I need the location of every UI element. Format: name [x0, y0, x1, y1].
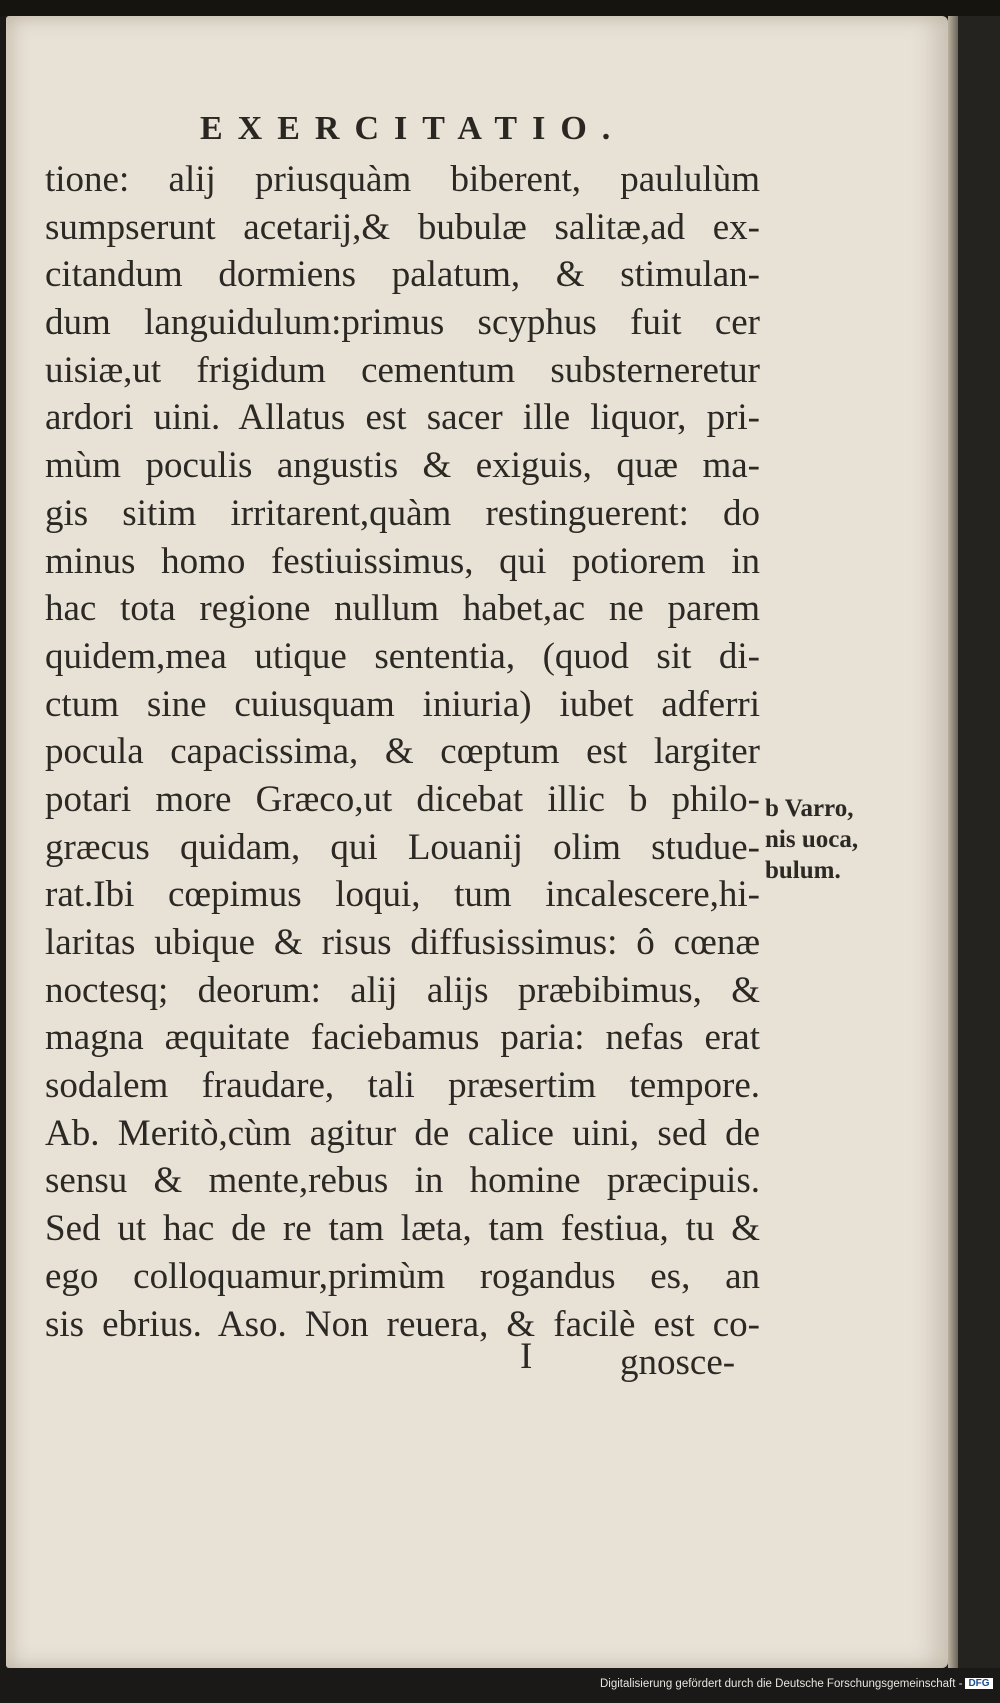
text-line: uisiæ,ut frigidum cementum substerneretur: [45, 349, 760, 391]
catchword-row: [520, 1335, 765, 1385]
scan-top-border: [0, 0, 1000, 16]
text-line: sodalem fraudare, tali præsertim tempore.: [45, 1065, 760, 1107]
text-line: quidem,mea utique sententia, (quod sit di-: [45, 635, 760, 677]
marginal-note-line: b Varro,: [765, 795, 854, 822]
page-fore-edge: [948, 16, 958, 1668]
running-head: EXERCITATIO.: [200, 110, 626, 147]
text-line: potari more Græco,ut dicebat illic b philo-: [45, 778, 760, 820]
text-line: sensu & mente,rebus in homine præcipuis.: [45, 1160, 760, 1202]
credit-text: Digitalisierung gefördert durch die Deutsche Forschungsgemeinschaft -: [600, 1678, 963, 1690]
text-line: Sed ut hac de re tam læta, tam festiua, tu &: [45, 1208, 760, 1250]
text-line: sis ebrius. Aso. Non reuera, & facilè est co-: [45, 1303, 760, 1345]
text-line: rat.Ibi cœpimus loqui, tum incalescere,hi-: [45, 874, 760, 916]
text-line: mùm poculis angustis & exiguis, quæ ma-: [45, 445, 760, 487]
signature-mark: I: [520, 1336, 533, 1377]
text-line: ctum sine cuiusquam iniuria) iubet adferri: [45, 683, 760, 725]
text-line: laritas ubique & risus diffusissimus: ô cœnæ: [45, 922, 760, 963]
marginal-note-line: bulum.: [765, 857, 841, 884]
scan-background-strip: [958, 16, 1000, 1668]
dfg-logo: DFG: [965, 1678, 992, 1689]
text-line: magna æquitate faciebamus paria: nefas erat: [45, 1017, 760, 1059]
marginal-note: [765, 793, 915, 886]
text-line: ardori uini. Allatus est sacer ille liquor, pri-: [45, 397, 760, 439]
body-text: [45, 156, 765, 1348]
text-line: tione: alij priusquàm biberent, paululùm: [45, 159, 760, 200]
text-line: minus homo festiuissimus, qui potiorem in: [45, 540, 760, 582]
text-line: ego colloquamur,primùm rogandus es, an: [45, 1255, 760, 1297]
text-line: Ab. Meritò,cùm agitur de calice uini, sed de: [45, 1112, 760, 1154]
text-line: gis sitim irritarent,quàm restinguerent: do: [45, 492, 760, 534]
text-line: pocula capacissima, & cœptum est largiter: [45, 731, 760, 773]
text-line: græcus quidam, qui Louanij olim studue-: [45, 826, 760, 868]
text-line: noctesq; deorum: alij alijs præbibimus, &: [45, 969, 760, 1011]
marginal-note-line: nis uoca,: [765, 826, 859, 853]
digitization-credit: [600, 1678, 992, 1690]
text-line: citandum dormiens palatum, & stimulan-: [45, 254, 760, 296]
text-line: sumpserunt acetarij,& bubulæ salitæ,ad ex-: [45, 206, 760, 248]
catchword: gnosce-: [620, 1342, 736, 1383]
text-line: dum languidulum:primus scyphus fuit cer: [45, 302, 760, 344]
text-line: hac tota regione nullum habet,ac ne parem: [45, 588, 760, 630]
